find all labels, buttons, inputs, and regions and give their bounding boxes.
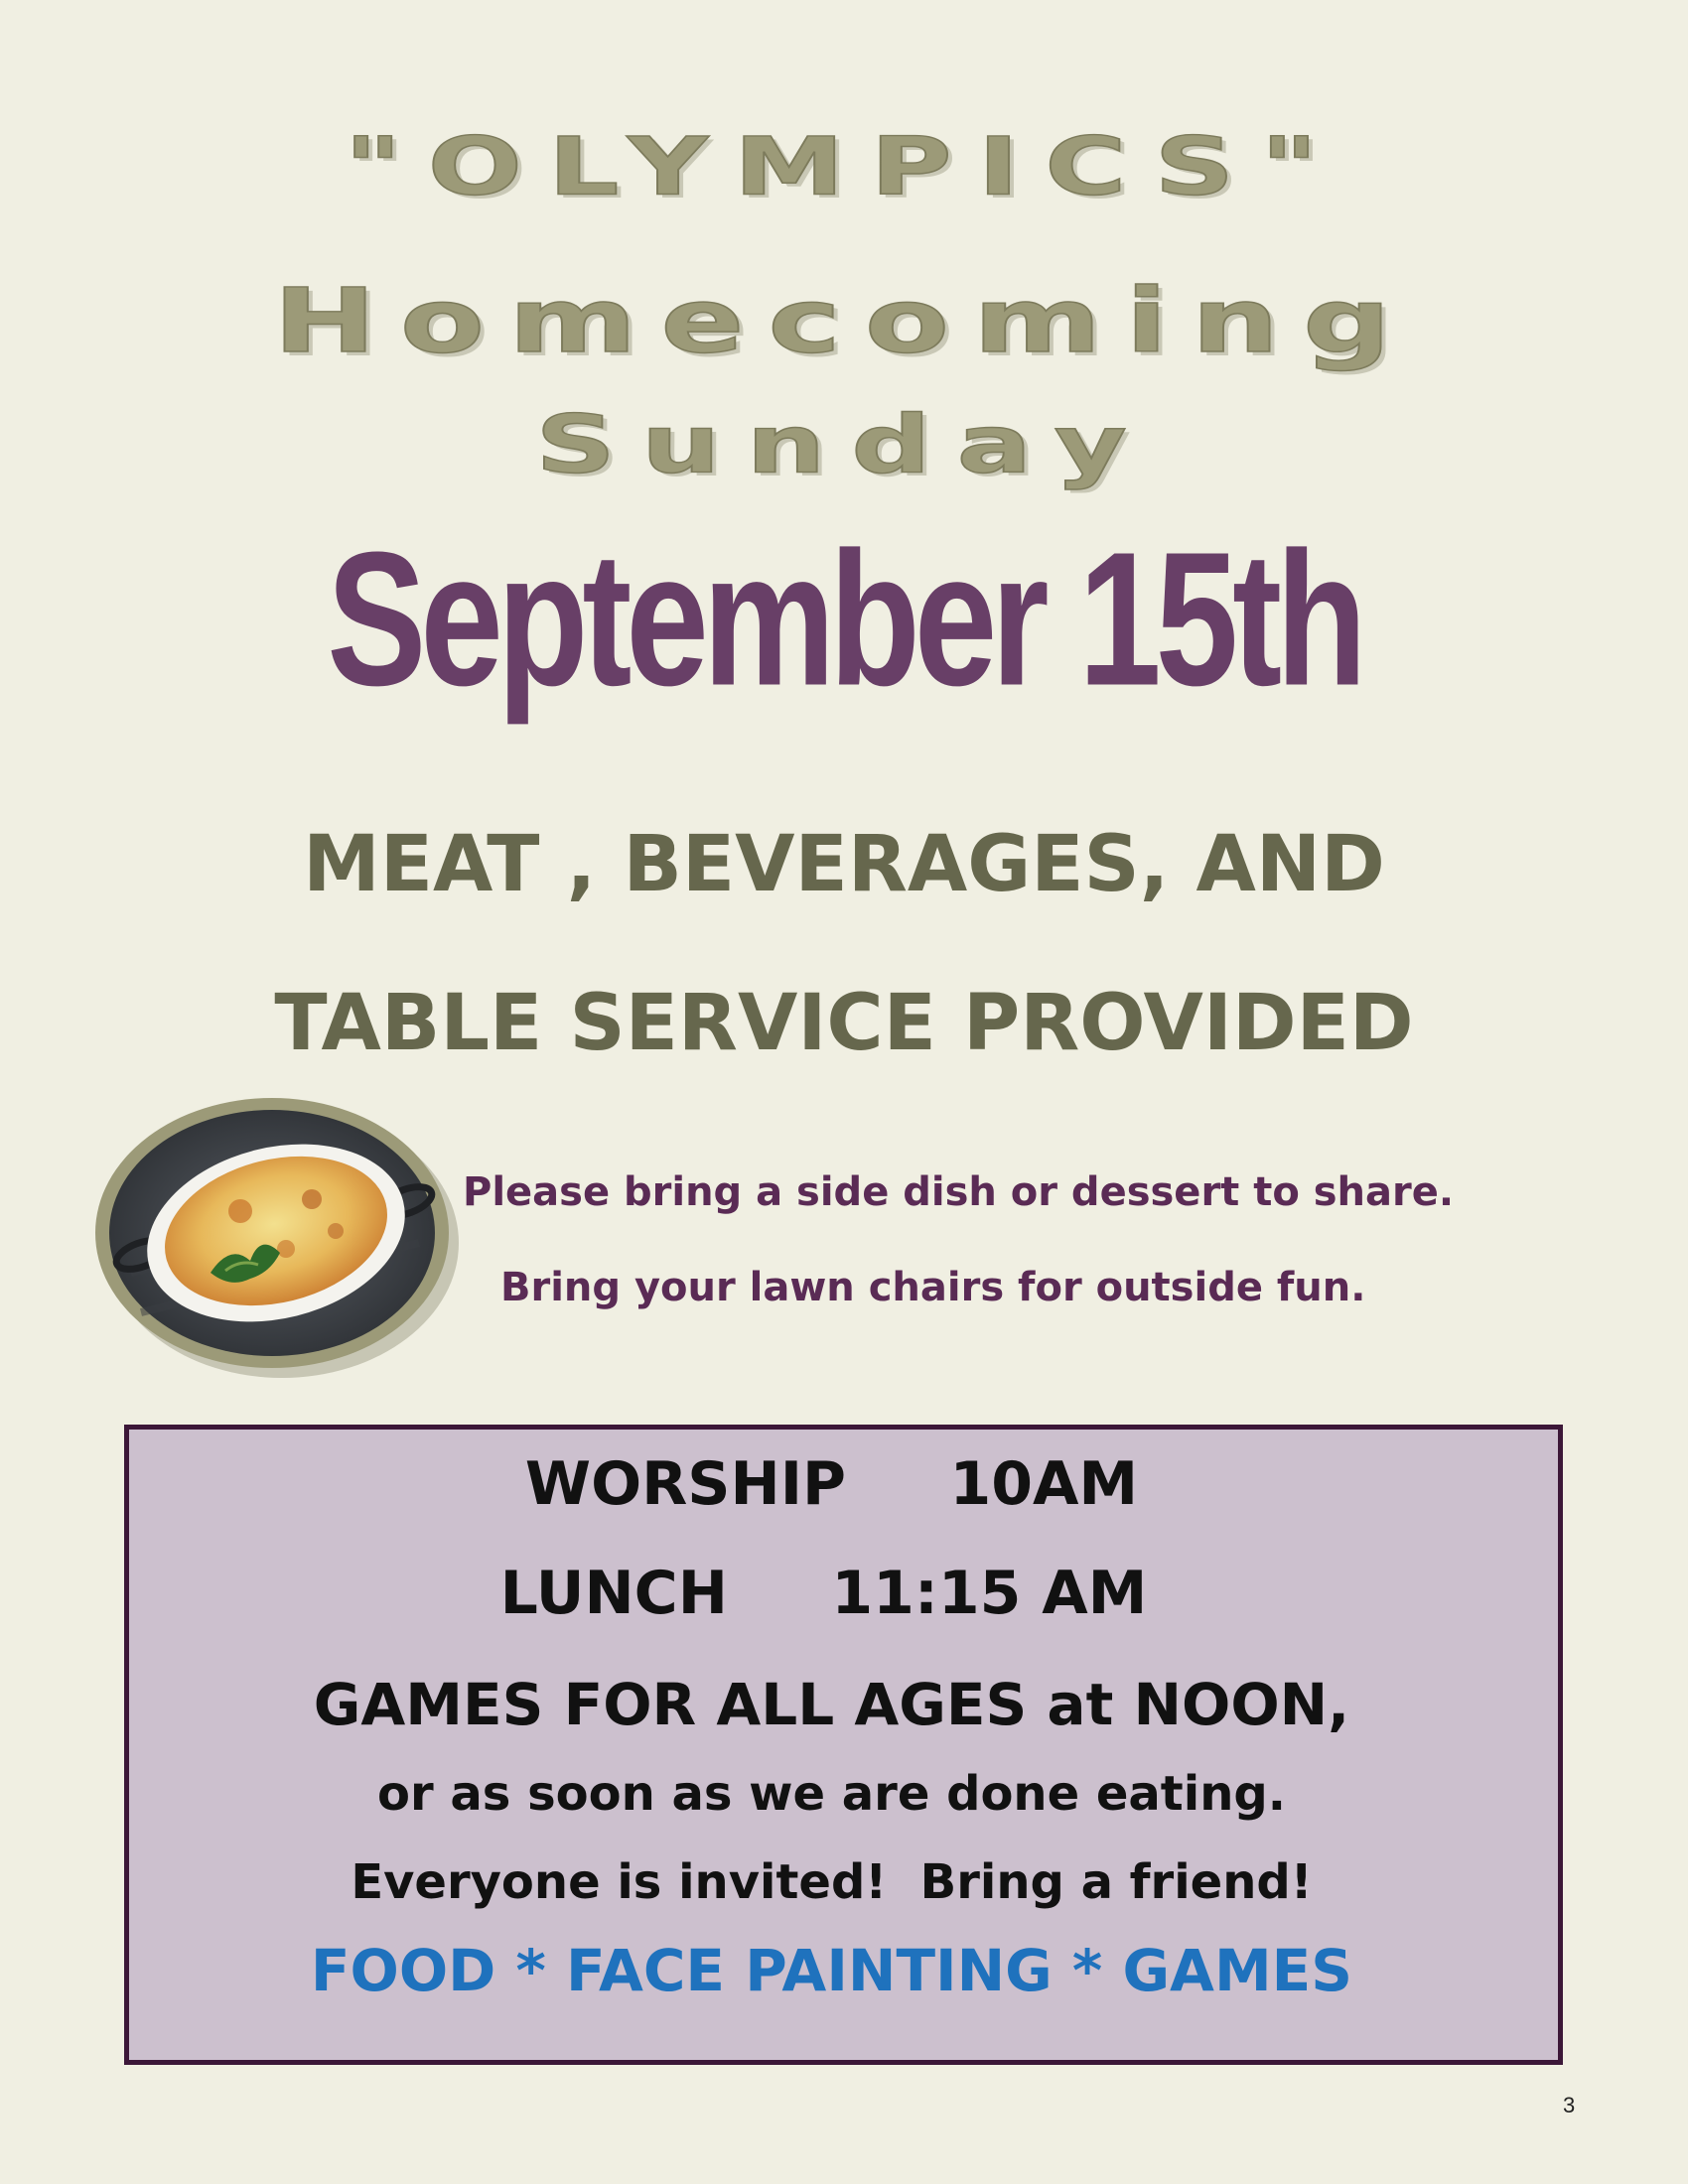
title-sunday: Sunday [535,398,1153,491]
casserole-photo [91,1084,459,1382]
bring-lawn-chairs-text: Bring your lawn chairs for outside fun. [500,1265,1366,1310]
schedule-games-note: or as soon as we are done eating. [377,1766,1286,1822]
event-date: September 15th [327,511,1361,726]
title-homecoming: Homecoming [273,270,1415,373]
casserole-dish-icon [91,1084,459,1382]
provided-line-1: MEAT , BEVERAGES, AND [303,820,1385,909]
title-olympics: "OLYMPICS" [344,120,1344,213]
provided-line-2: TABLE SERVICE PROVIDED [274,979,1414,1068]
schedule-lunch: LUNCH 11:15 AM [499,1559,1148,1628]
page-number: 3 [1563,2093,1576,2117]
schedule-games: GAMES FOR ALL AGES at NOON, [313,1671,1350,1738]
schedule-highlights: FOOD * FACE PAINTING * GAMES [310,1937,1353,2004]
schedule-box [124,1425,1563,2065]
bring-side-dish-text: Please bring a side dish or dessert to share. [463,1169,1455,1215]
schedule-invite: Everyone is invited! Bring a friend! [351,1854,1313,1910]
schedule-worship: WORSHIP 10AM [524,1449,1139,1519]
